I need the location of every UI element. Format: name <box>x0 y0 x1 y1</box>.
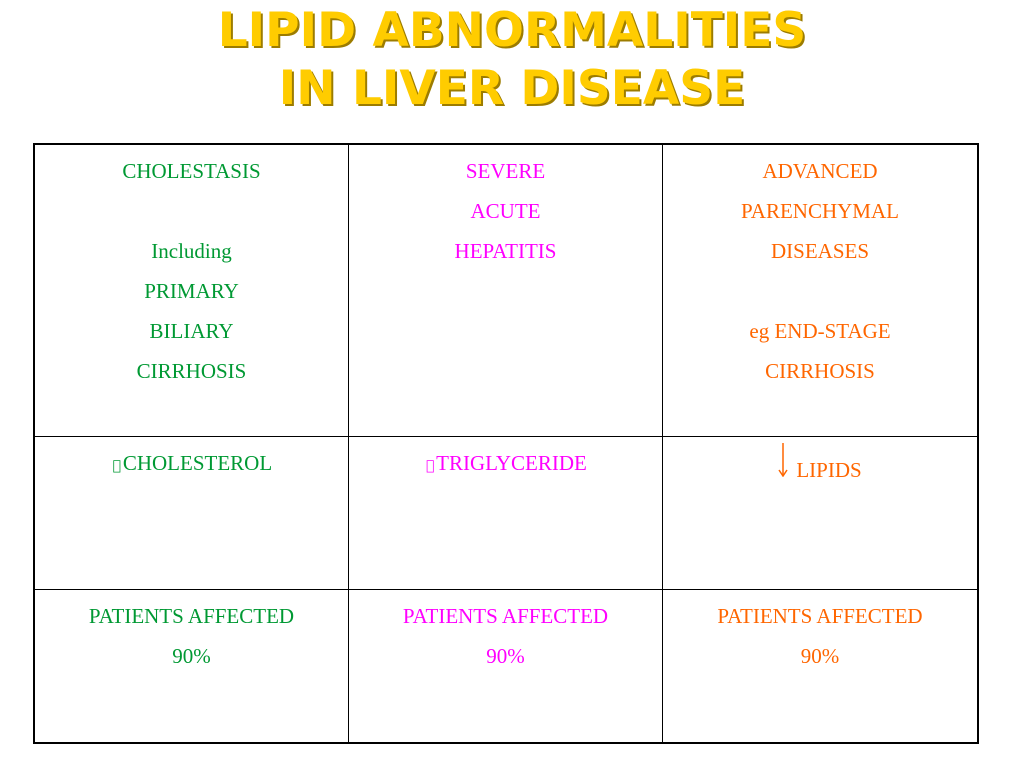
patients-affected-label: PATIENTS AFFECTED <box>88 604 295 628</box>
cell-line: PRIMARY <box>144 279 239 303</box>
cell-line-lipids <box>665 443 975 490</box>
cell-spacer <box>665 271 975 311</box>
patients-affected-label: PATIENTS AFFECTED <box>402 604 609 628</box>
cell-line: ACUTE <box>470 199 541 223</box>
patients-affected-label: PATIENTS AFFECTED <box>717 604 923 628</box>
patients-affected-value: 90% <box>172 644 211 668</box>
lipid-table <box>33 143 979 744</box>
table-row-patients <box>34 590 978 744</box>
cell-patients-hepatitis <box>349 590 663 744</box>
cell-cholesterol <box>34 437 349 590</box>
cell-patients-parenchymal <box>663 590 979 744</box>
cholesterol-label: CHOLESTEROL <box>122 451 273 475</box>
table-row-lipids <box>34 437 978 590</box>
up-arrow-symbol-icon <box>111 446 123 486</box>
cell-line: CIRRHOSIS <box>765 359 875 383</box>
cell-line: SEVERE <box>465 159 546 183</box>
cell-lipids <box>663 437 979 590</box>
cell-line: Including <box>151 239 232 263</box>
cell-line: eg END-STAGE <box>749 319 891 343</box>
triglyceride-label: TRIGLYCERIDE <box>436 451 587 475</box>
table-row-conditions <box>34 144 978 437</box>
cell-line-cholesterol <box>37 443 346 486</box>
cell-triglyceride <box>349 437 663 590</box>
cell-line: DISEASES <box>770 239 870 263</box>
cell-advanced-parenchymal <box>663 144 979 437</box>
patients-affected-value: 90% <box>486 644 525 668</box>
title-line-1: LIPID ABNORMALITIES <box>217 3 807 58</box>
cell-line: PARENCHYMAL <box>741 199 899 223</box>
slide-title <box>0 2 1024 118</box>
title-line-2: IN LIVER DISEASE <box>278 61 746 116</box>
cell-line: CIRRHOSIS <box>136 359 247 383</box>
cell-line: BILIARY <box>149 319 234 343</box>
lipids-label: LIPIDS <box>796 458 862 482</box>
down-arrow-icon <box>778 443 788 490</box>
cell-cholestasis <box>34 144 349 437</box>
cell-patients-cholestasis <box>34 590 349 744</box>
cell-line-triglyceride <box>351 443 660 486</box>
cell-line: CHOLESTASIS <box>122 159 261 183</box>
patients-affected-value: 90% <box>800 644 840 668</box>
cell-spacer <box>37 191 346 231</box>
up-arrow-symbol-icon <box>424 446 436 486</box>
cell-line: HEPATITIS <box>454 239 557 263</box>
cell-severe-acute-hepatitis <box>349 144 663 437</box>
cell-line: ADVANCED <box>762 159 878 183</box>
